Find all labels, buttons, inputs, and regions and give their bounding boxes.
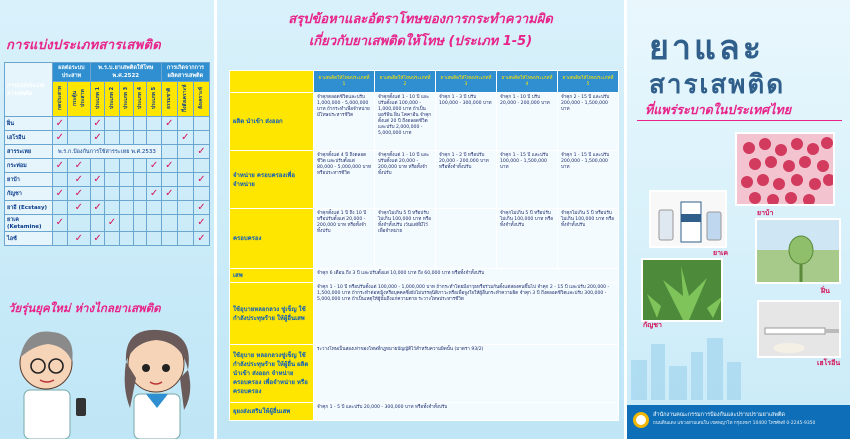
- penalty-cell: จำคุกไม่เกิน 5 ปี หรือปรับไม่เกิน 100,000 บาท หรือทั้งจำทั้งปรับ: [497, 209, 558, 269]
- class-cell: [90, 232, 104, 246]
- penalty-col-header: ยาเสพติดให้โทษประเภทที่ 2: [375, 71, 436, 93]
- class-cell: [105, 131, 119, 145]
- penalty-row: [230, 93, 619, 151]
- class-cell: [133, 201, 147, 215]
- class-cell: [67, 232, 90, 246]
- class-cell: [105, 187, 119, 201]
- class-cell: [119, 117, 133, 131]
- penalty-row: [230, 209, 619, 269]
- drug-classification-table: [4, 62, 210, 246]
- title-underline: [637, 120, 842, 121]
- yaba-pills-photo: [735, 132, 835, 206]
- cover-title-line1: ยาและ: [649, 28, 765, 68]
- footer: [627, 405, 850, 439]
- class-cell: [53, 117, 68, 131]
- left-panel: [0, 0, 214, 439]
- class-cell: [161, 232, 177, 246]
- penalty-cell-wide: จำคุก 1 - 10 ปี หรือปรับตั้งแต่ 100,000 - 1,000,000 บาท ถ้ากระทำโดยมีอาวุธหรือร่วมกันตั้งแต่สองคนขึ้นไป จำคุก 2 - 15 ปี และปรับ 200,000 - 1,500,000 บาท ถ้ากระทำต่อหญิงหรือบุคคลซึ่งยังไม่บรรลุนิติภาวะหรือเพื่อจูงใจให้ผู้อื่นกระทำความผิด จำคุก 3 ปี ถึงตลอดชีวิตและปรับ 300,000 - 5,000,000 บาท ถ้าเป็นเหตุให้ผู้นั้นถึงแก่ความตาย ระวางโทษประหารชีวิต: [314, 283, 619, 345]
- check-icon: ✓: [74, 187, 83, 199]
- class-cell: [147, 187, 161, 201]
- check-icon: ✓: [165, 159, 174, 171]
- class-sub-header: [147, 82, 161, 117]
- class-sub-header-label: กดประสาท: [56, 86, 63, 110]
- class-cell: [147, 173, 161, 187]
- class-cell: [133, 117, 147, 131]
- class-row: [5, 215, 210, 232]
- penalty-cell: จำคุกตั้งแต่ 4 ปี ถึงตลอดชีวิต และปรับตั้งแต่ 80,000 - 5,000,000 บาท หรือประหารชีวิต: [314, 151, 375, 209]
- penalty-cell: จำคุก 1 - 3 ปี ปรับ 100,000 - 300,000 บาท: [436, 93, 497, 151]
- penalty-table: [229, 70, 619, 421]
- check-icon: ✓: [197, 232, 206, 244]
- penalty-cell: [436, 209, 497, 269]
- class-cell: [67, 117, 90, 131]
- class-cell: [133, 187, 147, 201]
- opium-photo: [755, 218, 841, 284]
- penalty-table-corner: [230, 71, 314, 93]
- class-cell: [177, 145, 193, 159]
- class-cell: [147, 159, 161, 173]
- check-icon: ✓: [181, 131, 190, 143]
- class-row-name: ฝิ่น: [5, 117, 53, 131]
- class-cell: [193, 232, 209, 246]
- caption-opium: ฝิ่น: [821, 287, 830, 295]
- penalty-cell: จำคุกตั้งแต่ 1 - 10 ปี และปรับตั้งแต่ 20,000 - 200,000 บาท หรือทั้งจำทั้งปรับ: [375, 151, 436, 209]
- class-header-corner: การแบ่งประเภทสารเสพติด: [5, 63, 53, 117]
- class-cell: [105, 201, 119, 215]
- class-row: [5, 131, 210, 145]
- class-cell: [161, 201, 177, 215]
- penalty-row-label: ครอบครอง: [230, 209, 314, 269]
- class-cell: [67, 159, 90, 173]
- class-cell: [177, 173, 193, 187]
- class-cell: [53, 173, 68, 187]
- class-group-header: พ.ร.บ.ยาเสพติดให้โทษ พ.ศ.2522: [90, 63, 161, 82]
- penalty-cell: จำคุก 1 - 2 ปี หรือปรับ 20,000 - 200,000 บาท หรือทั้งจำทั้งปรับ: [436, 151, 497, 209]
- class-sub-header-label: ประเภท 4: [136, 86, 143, 110]
- class-cell: [193, 201, 209, 215]
- class-cell: [133, 131, 147, 145]
- penalty-title-line2: เกี่ยวกับยาเสพติดให้โทษ (ประเภท 1-5): [308, 34, 533, 49]
- penalty-cell: จำคุกตั้งแต่ 1 - 10 ปี และปรับตั้งแต่ 100,000 - 1,000,000 บาท ถ้าเป็นมอร์ฟีน ฝิ่น โคคาอีน จำคุกตั้งแต่ 20 ปี ถึงตลอดชีวิต และปรับ 2,000,000 - 5,000,000 บาท: [375, 93, 436, 151]
- penalty-row-label: ใช้อุบายหลอกลวง ขู่เข็ญ ใช้กำลังประทุษร้าย ให้ผู้อื่นเสพ: [230, 283, 314, 345]
- penalty-cell: จำคุกไม่เกิน 5 ปี หรือปรับไม่เกิน 100,000 บาท หรือทั้งจำทั้งปรับ: [558, 209, 619, 269]
- check-icon: ✓: [55, 187, 65, 199]
- class-cell: [53, 215, 68, 232]
- class-sub-header: [177, 82, 193, 117]
- class-cell: [53, 187, 68, 201]
- penalty-col-header: ยาเสพติดให้โทษประเภทที่ 5: [558, 71, 619, 93]
- class-row: [5, 159, 210, 173]
- class-cell: [119, 201, 133, 215]
- class-sub-header-label: ประเภท 2: [108, 86, 115, 110]
- class-cell: [133, 232, 147, 246]
- slogan: วัยรุ่นยุคใหม่ ห่างไกลยาเสพติด: [8, 301, 161, 315]
- class-sub-header-label: ธรรมชาติ: [166, 87, 173, 109]
- class-cell: [177, 201, 193, 215]
- check-icon: ✓: [93, 117, 102, 129]
- check-icon: ✓: [93, 232, 102, 244]
- marijuana-photo: [641, 258, 723, 322]
- footer-address: ถนนดินแดง แขวงสามเสนใน เขตพญาไท กรุงเทพฯ 10400 โทรศัพท์ 0-2245-9350: [653, 421, 816, 426]
- class-group-header: ผลต่อระบบประสาท: [53, 63, 91, 82]
- class-cell: [161, 159, 177, 173]
- class-cell: [193, 173, 209, 187]
- class-sub-header: [119, 82, 133, 117]
- class-cell: [147, 232, 161, 246]
- penalty-row: [230, 283, 619, 345]
- class-cell: [53, 201, 68, 215]
- class-cell: [177, 232, 193, 246]
- class-cell: [147, 201, 161, 215]
- penalty-row-label: ยุยงส่งเสริมให้ผู้อื่นเสพ: [230, 403, 314, 421]
- penalty-row: [230, 151, 619, 209]
- class-sub-header-label: กระตุ้นประสาท: [71, 89, 86, 107]
- class-cell: [193, 215, 209, 232]
- check-icon: ✓: [149, 187, 159, 199]
- class-cell: [90, 187, 104, 201]
- check-icon: ✓: [93, 173, 102, 185]
- class-cell: [177, 159, 193, 173]
- caption-ketamine: ยาเค: [713, 249, 729, 257]
- penalty-col-header: ยาเสพติดให้โทษประเภทที่ 3: [436, 71, 497, 93]
- class-cell: [90, 173, 104, 187]
- penalty-cell: จำคุกตลอดชีวิตและปรับ 1,000,000 - 5,000,000 บาท ถ้ากระทำเพื่อจำหน่ายมีโทษประหารชีวิต: [314, 93, 375, 151]
- class-group-header: การเกิดจากการผลิตสารเสพติด: [161, 63, 209, 82]
- class-cell: [161, 215, 177, 232]
- class-cell: [161, 145, 177, 159]
- class-cell: [193, 187, 209, 201]
- penalty-row-label: จำหน่าย ครอบครองเพื่อจำหน่าย: [230, 151, 314, 209]
- class-sub-header-label: กึ่งสังเคราะห์: [182, 84, 189, 112]
- drug-classification-title: การแบ่งประเภทสารเสพติด: [6, 38, 161, 53]
- penalty-row-label: ผลิต นำเข้า ส่งออก: [230, 93, 314, 151]
- class-sub-header: [53, 82, 68, 117]
- check-icon: ✓: [55, 131, 65, 143]
- city-skyline: [627, 330, 850, 400]
- check-icon: ✓: [197, 145, 206, 157]
- class-row: [5, 201, 210, 215]
- class-cell: [53, 232, 68, 246]
- class-cell: [193, 117, 209, 131]
- penalty-title-line1: สรุปข้อหาและอัตราโทษของการกระทำความผิด: [288, 12, 553, 27]
- penalty-cell: จำคุก 1 - 15 ปี และปรับ 100,000 - 1,500,000 บาท: [497, 151, 558, 209]
- class-sub-header-label: ประเภท 3: [123, 86, 130, 110]
- penalty-col-header: ยาเสพติดให้โทษประเภทที่ 1: [314, 71, 375, 93]
- cover-title-line2: สารเสพติด: [649, 70, 786, 100]
- check-icon: ✓: [55, 159, 65, 171]
- caption-heroin: เฮโรอีน: [817, 359, 841, 367]
- class-cell: [147, 131, 161, 145]
- penalty-cell-wide: จำคุก 1 - 5 ปี และปรับ 20,000 - 300,000 บาท หรือทั้งจำทั้งปรับ: [314, 403, 619, 421]
- class-row: [5, 173, 210, 187]
- class-cell: [119, 159, 133, 173]
- check-icon: ✓: [74, 173, 83, 185]
- class-cell: [90, 159, 104, 173]
- class-cell: [90, 215, 104, 232]
- check-icon: ✓: [74, 159, 83, 171]
- class-cell: [147, 117, 161, 131]
- penalty-cell: จำคุก 1 - 10 ปี ปรับ 20,000 - 200,000 บาท: [497, 93, 558, 151]
- class-row-name: ยาบ้า: [5, 173, 53, 187]
- class-cell: [67, 131, 90, 145]
- class-cell: [119, 232, 133, 246]
- ketamine-photo: [649, 190, 727, 248]
- penalty-cell: จำคุกไม่เกิน 5 ปี หรือปรับไม่เกิน 100,000 บาท หรือทั้งจำทั้งปรับ เว้นแต่ที่มีไว้เพื่อจำหน่าย: [375, 209, 436, 269]
- penalty-row-label: ใช้อุบาย หลอกลวงขู่เข็ญ ใช้กำลังประทุษร้าย ให้ผู้อื่น ผลิต นำเข้า ส่งออก จำหน่าย ครอบครอง เพื่อจำหน่าย หรือครอบครอง: [230, 345, 314, 403]
- class-row-name: เฮโรอีน: [5, 131, 53, 145]
- class-sub-header: [67, 82, 90, 117]
- penalty-col-header: ยาเสพติดให้โทษประเภทที่ 4: [497, 71, 558, 93]
- class-row-note: พ.ร.ก.ป้องกันการใช้สารระเหย พ.ศ.2533: [53, 145, 162, 159]
- check-icon: ✓: [107, 217, 117, 228]
- class-row-name: สารระเหย: [5, 145, 53, 159]
- class-cell: [67, 215, 90, 232]
- class-sub-header: [133, 82, 147, 117]
- penalty-row: [230, 345, 619, 403]
- class-row-name: ยาเค (Ketamine): [5, 215, 53, 232]
- class-cell: [105, 173, 119, 187]
- class-sub-header: [90, 82, 104, 117]
- cartoon-illustration: [6, 318, 212, 439]
- penalty-cell: จำคุก 2 - 15 ปี และปรับ 200,000 - 1,500,000 บาท: [558, 93, 619, 151]
- class-row: [5, 117, 210, 131]
- penalty-row-label: เสพ: [230, 269, 314, 283]
- caption-yaba: ยาบ้า: [757, 209, 774, 217]
- check-icon: ✓: [74, 232, 83, 244]
- middle-panel: [217, 0, 624, 439]
- check-icon: ✓: [55, 117, 65, 129]
- class-cell: [161, 173, 177, 187]
- class-cell: [90, 131, 104, 145]
- class-cell: [119, 187, 133, 201]
- class-cell: [133, 173, 147, 187]
- class-cell: [53, 131, 68, 145]
- class-cell: [177, 117, 193, 131]
- cover-title-line3: ที่แพร่ระบาดในประเทศไทย: [645, 102, 792, 117]
- check-icon: ✓: [197, 173, 206, 185]
- class-cell: [105, 215, 119, 232]
- class-sub-header-label: ประเภท 1: [94, 86, 101, 110]
- check-icon: ✓: [197, 201, 206, 213]
- class-row: [5, 145, 210, 159]
- class-cell: [67, 187, 90, 201]
- check-icon: ✓: [55, 217, 65, 228]
- class-cell: [119, 131, 133, 145]
- class-sub-header-label: สังเคราะห์: [198, 86, 205, 110]
- class-cell: [105, 117, 119, 131]
- class-row-name: ไอซ์: [5, 232, 53, 246]
- class-sub-header: [105, 82, 119, 117]
- caption-marijuana: กัญชา: [643, 321, 662, 329]
- class-sub-header: [193, 82, 209, 117]
- class-cell: [161, 187, 177, 201]
- onccb-logo-icon: [633, 412, 649, 428]
- class-cell: [177, 131, 193, 145]
- penalty-cell: จำคุก 1 - 15 ปี และปรับ 200,000 - 1,500,000 บาท: [558, 151, 619, 209]
- class-cell: [193, 131, 209, 145]
- class-cell: [90, 117, 104, 131]
- class-cell: [105, 232, 119, 246]
- check-icon: ✓: [165, 187, 174, 199]
- class-cell: [133, 159, 147, 173]
- class-row-name: กัญชา: [5, 187, 53, 201]
- check-icon: ✓: [93, 131, 102, 143]
- class-cell: [193, 145, 209, 159]
- class-cell: [193, 159, 209, 173]
- right-panel: [627, 0, 850, 439]
- class-cell: [105, 159, 119, 173]
- class-cell: [147, 215, 161, 232]
- class-cell: [133, 215, 147, 232]
- penalty-row: [230, 269, 619, 283]
- class-cell: [177, 187, 193, 201]
- class-cell: [67, 173, 90, 187]
- class-cell: [53, 159, 68, 173]
- class-cell: [161, 131, 177, 145]
- class-cell: [119, 173, 133, 187]
- penalty-cell: จำคุกตั้งแต่ 1 ปี ถึง 10 ปี หรือปรับตั้งแต่ 20,000 - 200,000 บาท หรือทั้งจำทั้งปรับ: [314, 209, 375, 269]
- class-sub-header-label: ประเภท 5: [151, 86, 158, 110]
- class-row-name: ยาอี (Ecstasy): [5, 201, 53, 215]
- check-icon: ✓: [93, 201, 102, 213]
- class-cell: [90, 201, 104, 215]
- footer-org: สำนักงานคณะกรรมการป้องกันและปราบปรามยาเสพติด: [653, 412, 785, 418]
- check-icon: ✓: [74, 201, 83, 213]
- penalty-cell-wide: จำคุก 6 เดือน ถึง 3 ปี และปรับตั้งแต่ 10,000 บาท ถึง 60,000 บาท หรือทั้งจำทั้งปรับ: [314, 269, 619, 283]
- penalty-row: [230, 403, 619, 421]
- penalty-cell-wide: ระวางโทษเป็นสองเท่าของโทษที่กฎหมายบัญญัติไว้สำหรับความผิดนั้น (มาตรา 93/2): [314, 345, 619, 403]
- class-cell: [161, 117, 177, 131]
- class-cell: [119, 215, 133, 232]
- class-row: [5, 187, 210, 201]
- check-icon: ✓: [197, 217, 206, 228]
- class-row: [5, 232, 210, 246]
- class-cell: [177, 215, 193, 232]
- class-row-name: กระท่อม: [5, 159, 53, 173]
- class-sub-header: [161, 82, 177, 117]
- check-icon: ✓: [165, 117, 174, 129]
- class-cell: [67, 201, 90, 215]
- check-icon: ✓: [149, 159, 159, 171]
